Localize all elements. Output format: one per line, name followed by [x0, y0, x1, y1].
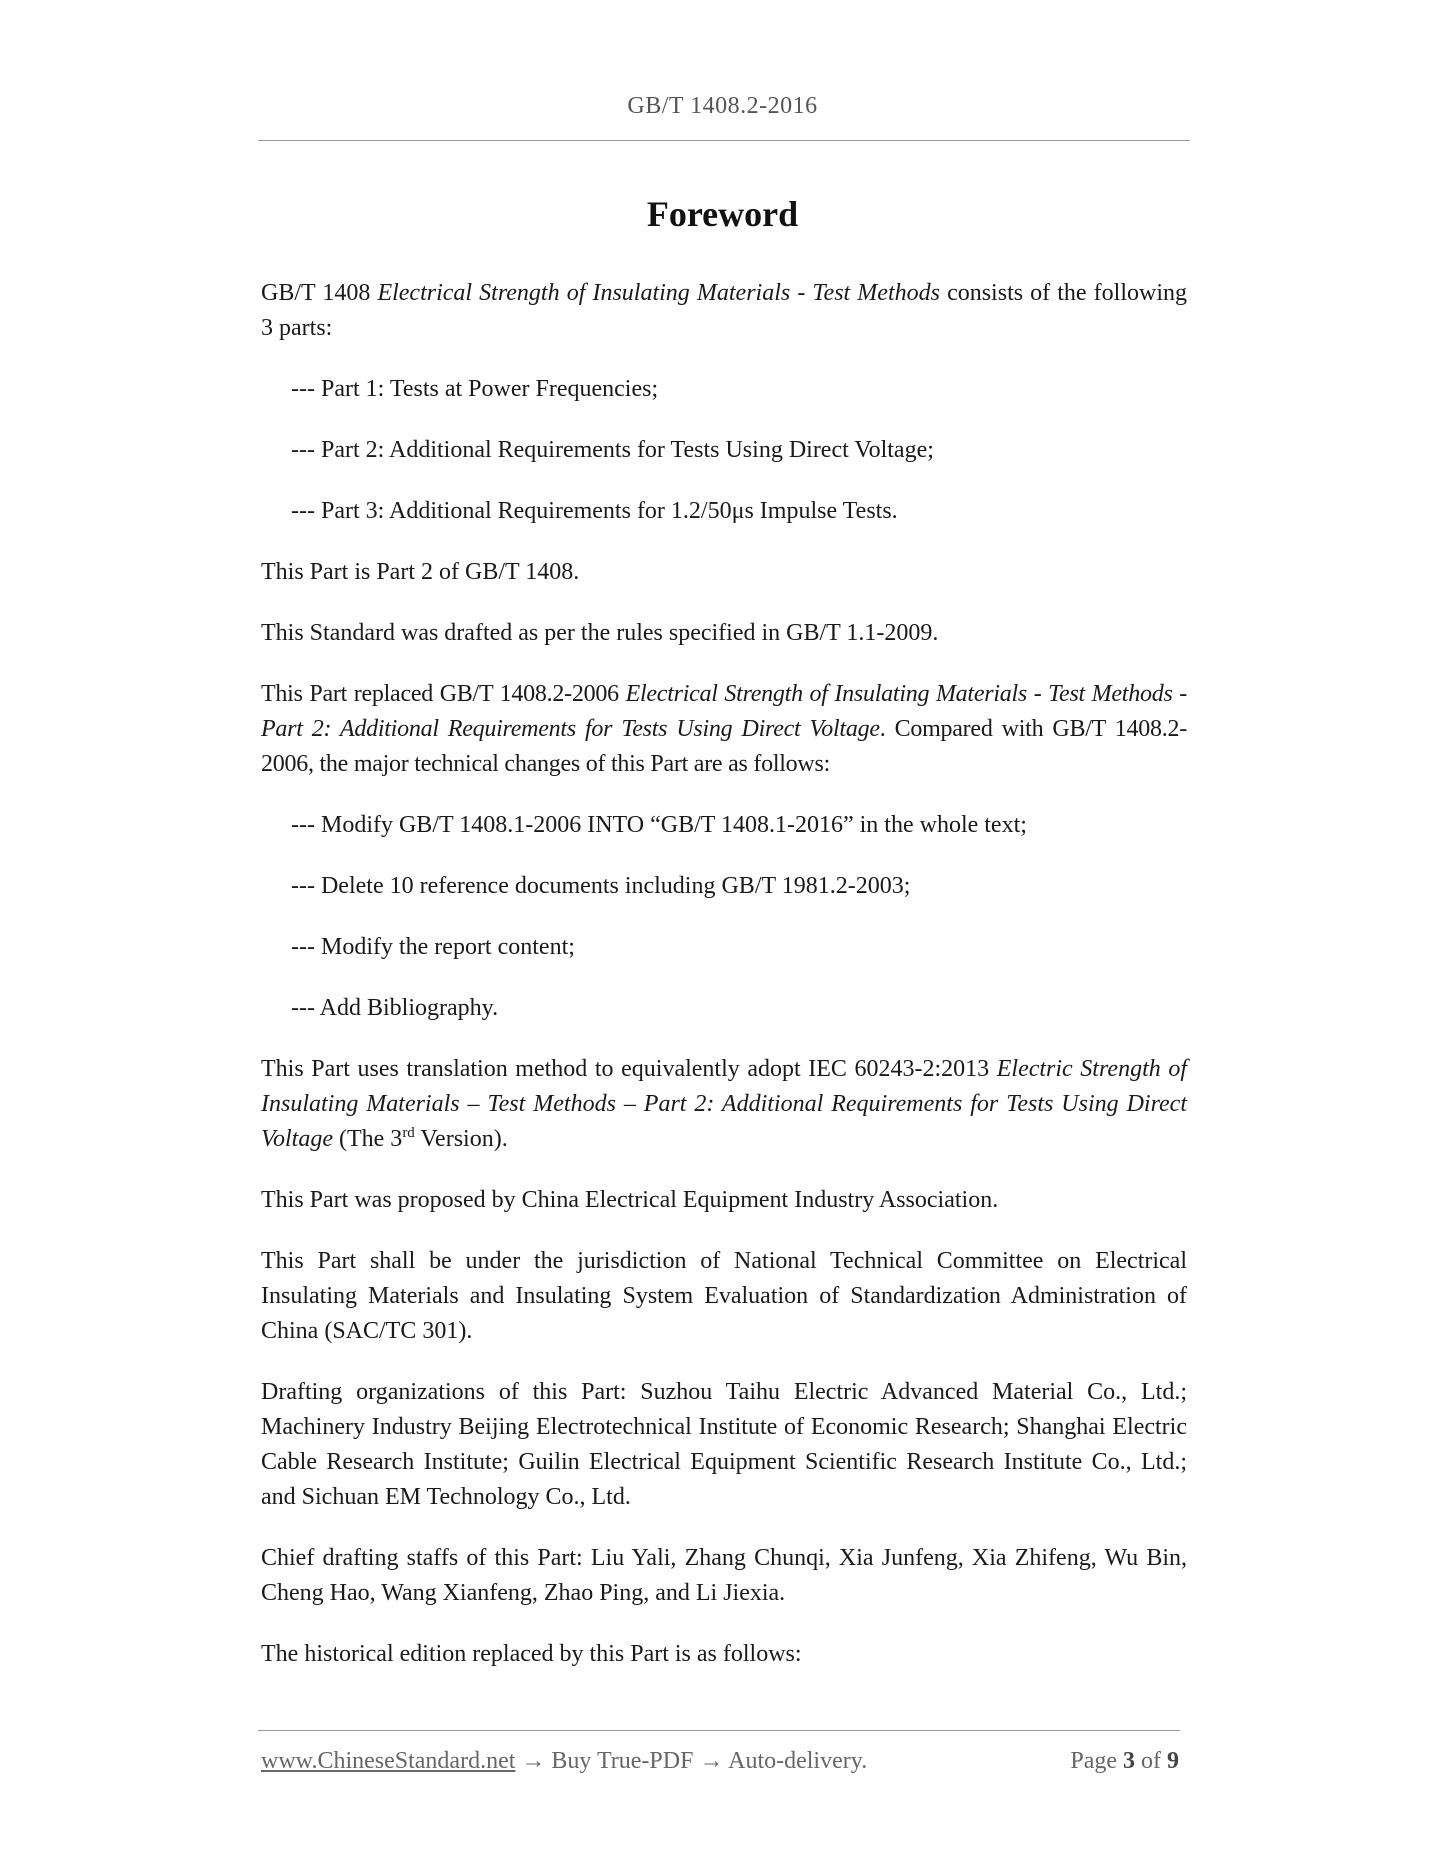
adoption-text-end: Version).	[414, 1126, 508, 1152]
intro-paragraph	[261, 276, 1187, 346]
intro-text-end: consists of the following 3 parts:	[261, 280, 1188, 341]
list-item-change-2: --- Delete 10 reference documents including GB/T 1981.2-2003;	[291, 873, 911, 899]
jurisdiction-paragraph: This Part shall be under the jurisdiction of National Technical Committee on Electrical Insulating Materials and Insulating System Evaluation of Standardization Administration of China (SAC/TC 301).	[261, 1248, 1187, 1344]
adopted-standard-title: Electric Strength of Insulating Materials – Test Methods – Part 2: Additional Requirements for Tests Using Direct Voltage	[261, 1056, 1187, 1152]
list-item-change-1: --- Modify GB/T 1408.1-2006 INTO “GB/T 1408.1-2016” in the whole text;	[291, 812, 1027, 838]
intro-text: GB/T 1408	[261, 280, 378, 306]
page-indicator	[1070, 1748, 1179, 1775]
header-divider	[258, 140, 1190, 141]
list-item-part-3: --- Part 3: Additional Requirements for 1.2/50μs Impulse Tests.	[291, 498, 898, 524]
historical-edition-paragraph: The historical edition replaced by this Part is as follows:	[261, 1641, 802, 1667]
of-label: of	[1135, 1748, 1167, 1774]
footer-promo-text: → Buy True-PDF → Auto-delivery.	[515, 1748, 868, 1774]
part-statement: This Part is Part 2 of GB/T 1408.	[261, 559, 580, 585]
adoption-version: (The 3	[333, 1126, 403, 1152]
replaced-standard-title: Electrical Strength of Insulating Materials - Test Methods - Part 2: Additional Requirements for Tests Using Direct Voltage	[261, 681, 1188, 742]
adoption-text: This Part uses translation method to equivalently adopt IEC 60243-2:2013	[261, 1056, 997, 1082]
footer-divider	[258, 1730, 1180, 1731]
list-item-change-3: --- Modify the report content;	[291, 934, 575, 960]
drafting-organizations-paragraph: Drafting organizations of this Part: Suzhou Taihu Electric Advanced Material Co., Ltd.; Machinery Industry Beijing Electrotechnical Institute of Economic Research; Shanghai Electric Cable Research Institute; Guilin Electrical Equipment Scientific Research Institute Co., Ltd.; and Sichuan EM Technology Co., Ltd.	[261, 1379, 1187, 1510]
proposer-paragraph: This Part was proposed by China Electrical Equipment Industry Association.	[261, 1187, 999, 1213]
drafting-staff-paragraph: Chief drafting staffs of this Part: Liu Yali, Zhang Chunqi, Xia Junfeng, Xia Zhifeng, Wu Bin, Cheng Hao, Wang Xianfeng, Zhao Ping, and Li Jiexia.	[261, 1545, 1187, 1606]
running-header: GB/T 1408.2-2016	[627, 93, 818, 119]
replacement-paragraph	[261, 677, 1187, 782]
adoption-paragraph	[261, 1052, 1187, 1157]
document-body	[261, 276, 1187, 1672]
list-item-part-1: --- Part 1: Tests at Power Frequencies;	[291, 376, 659, 402]
page-title: Foreword	[646, 194, 799, 234]
total-pages: 9	[1167, 1748, 1179, 1774]
website-link[interactable]: www.ChineseStandard.net	[261, 1748, 516, 1774]
footer-promo	[261, 1748, 867, 1775]
page-label: Page	[1070, 1748, 1123, 1774]
intro-standard-title: Electrical Strength of Insulating Materials - Test Methods	[377, 280, 940, 306]
replacement-text-end: . Compared with GB/T 1408.2-2006, the major technical changes of this Part are as follows:	[261, 716, 1187, 777]
current-page-number: 3	[1123, 1748, 1135, 1774]
replacement-text: This Part replaced GB/T 1408.2-2006	[261, 681, 626, 707]
list-item-change-4: --- Add Bibliography.	[291, 995, 499, 1021]
ordinal-superscript: rd	[402, 1125, 415, 1141]
drafting-rules-statement: This Standard was drafted as per the rules specified in GB/T 1.1-2009.	[261, 620, 939, 646]
list-item-part-2: --- Part 2: Additional Requirements for Tests Using Direct Voltage;	[291, 437, 934, 463]
